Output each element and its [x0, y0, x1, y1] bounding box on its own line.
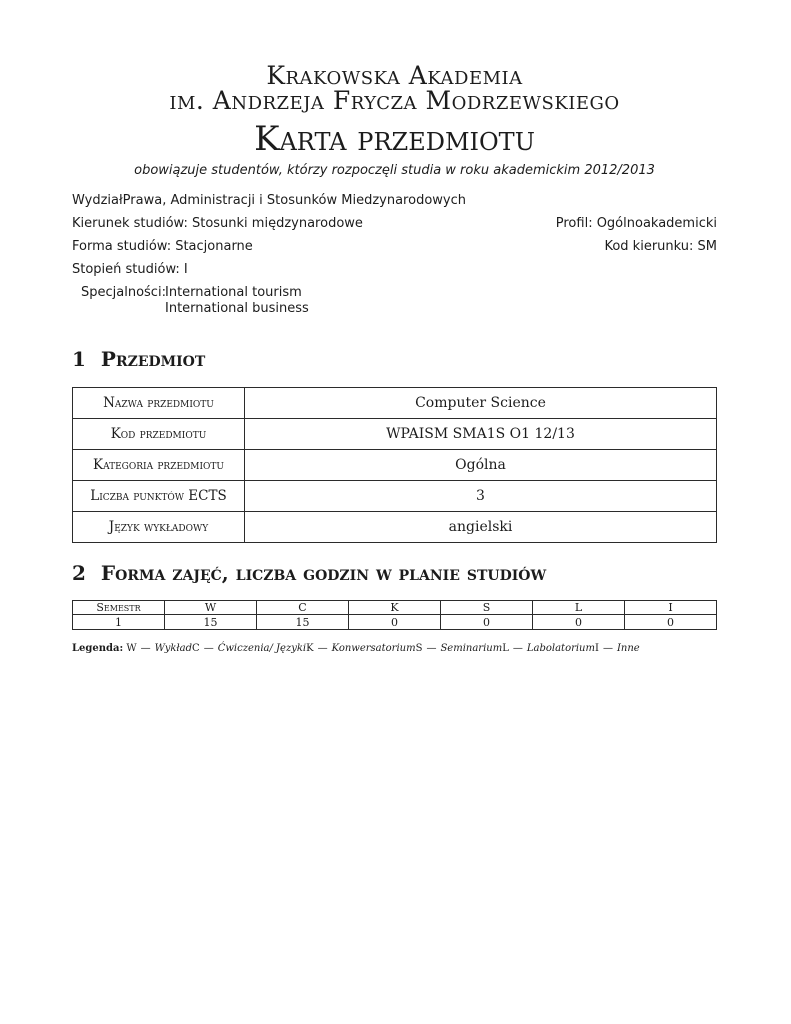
faculty-row — [72, 193, 717, 208]
subject-table — [72, 387, 717, 543]
legend-item: L — Labolatorium — [502, 643, 595, 654]
specialty-item: International business — [165, 301, 309, 316]
subject-attr-label: Kod przedmiotu — [73, 419, 245, 450]
hours-col-w: W — [165, 601, 257, 615]
subject-table-row — [73, 388, 717, 419]
document-title: Karta przedmiotu — [254, 119, 535, 159]
dash-separator: — — [602, 643, 613, 654]
document-subtitle: obowiązuje studentów, którzy rozpoczęli studia w roku akademickim 2012/2013 — [134, 163, 655, 178]
subject-attr-label: Język wykładowy — [73, 512, 245, 543]
hours-cell-w: 15 — [165, 615, 257, 630]
subject-table-row — [73, 450, 717, 481]
section-1-number: 1 — [72, 347, 86, 371]
section-2-title: Forma zajęć, liczba godzin w planie studiów — [100, 561, 547, 585]
faculty-line: WydziałPrawa, Administracji i Stosunków Miedzynarodowych — [72, 193, 466, 208]
institution-name-line2: im. Andrzeja Frycza Modrzewskiego — [169, 86, 620, 115]
subject-table-row — [73, 512, 717, 543]
legend-item: C — Ćwiczenia/ Języki — [192, 643, 307, 654]
dash-separator: — — [140, 643, 151, 654]
legend-label: Legenda: — [72, 643, 124, 654]
hours-cell-semestr: 1 — [73, 615, 165, 630]
course-info-section — [72, 193, 717, 317]
hours-col-s: S — [441, 601, 533, 615]
document-header — [72, 0, 717, 179]
hours-cell-l: 0 — [533, 615, 625, 630]
hours-col-l: L — [533, 601, 625, 615]
hours-col-c: C — [257, 601, 349, 615]
legend — [72, 643, 717, 655]
specialties-list — [165, 285, 309, 317]
subject-attr-value: Ogólna — [245, 450, 717, 481]
subject-table-row — [73, 481, 717, 512]
subject-attr-value: angielski — [245, 512, 717, 543]
legend-item: K — Konwersatorium — [306, 643, 416, 654]
legend-item: I — Inne — [594, 643, 640, 654]
hours-table — [72, 600, 717, 630]
dash-separator: — — [512, 643, 523, 654]
degree-level-line: Stopień studiów: I — [72, 262, 188, 277]
subject-attr-value: 3 — [245, 481, 717, 512]
section-2-number: 2 — [72, 561, 86, 585]
document-content — [72, 0, 717, 655]
dash-separator: — — [203, 643, 214, 654]
subject-attr-label: Kategoria przedmiotu — [73, 450, 245, 481]
subject-attr-value: Computer Science — [245, 388, 717, 419]
field-code-line: Kod kierunku: SM — [604, 239, 717, 254]
hours-col-i: I — [625, 601, 717, 615]
institution-name-line1: Krakowska Akademia — [266, 61, 523, 90]
specialties-row — [72, 285, 717, 317]
section-1-title: Przedmiot — [100, 347, 206, 371]
hours-col-semestr: Semestr — [73, 601, 165, 615]
legend-item: W — Wykład — [126, 643, 193, 654]
hours-table-header-row — [73, 601, 717, 615]
hours-cell-s: 0 — [441, 615, 533, 630]
degree-row — [72, 262, 717, 277]
subject-attr-label: Liczba punktów ECTS — [73, 481, 245, 512]
hours-table-data-row — [73, 615, 717, 630]
specialties-label: Specjalności: — [81, 285, 166, 300]
subject-attr-label: Nazwa przedmiotu — [73, 388, 245, 419]
dash-separator: — — [426, 643, 437, 654]
subject-table-row — [73, 419, 717, 450]
section-1-heading — [72, 348, 717, 371]
hours-cell-c: 15 — [257, 615, 349, 630]
profile-line: Profil: Ogólnoakademicki — [555, 216, 717, 231]
legend-item: S — Seminarium — [415, 643, 503, 654]
subject-attr-value: WPAISM SMA1S O1 12/13 — [245, 419, 717, 450]
dash-separator: — — [317, 643, 328, 654]
section-2-heading — [72, 562, 717, 585]
field-of-study-line: Kierunek studiów: Stosunki międzynarodowe — [72, 216, 363, 231]
hours-cell-k: 0 — [349, 615, 441, 630]
field-profile-row — [72, 216, 717, 231]
specialty-item: International tourism — [165, 285, 302, 300]
study-mode-line: Forma studiów: Stacjonarne — [72, 239, 253, 254]
hours-col-k: K — [349, 601, 441, 615]
hours-cell-i: 0 — [625, 615, 717, 630]
mode-code-row — [72, 239, 717, 254]
